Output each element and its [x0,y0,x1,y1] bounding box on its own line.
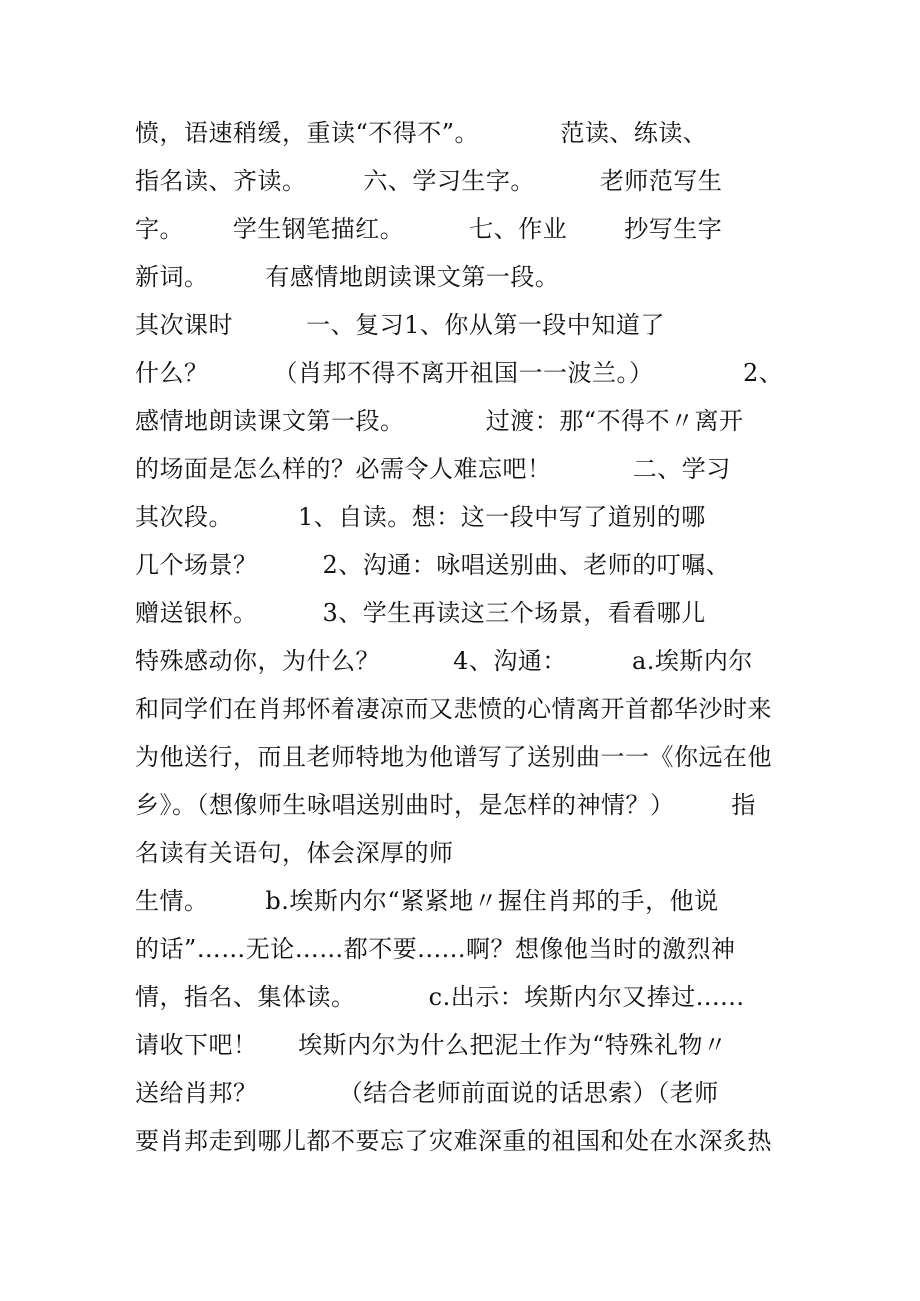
text-line: 什么？ （肖邦不得不离开祖国一一波兰。） 2、 [135,359,784,387]
text-line: 其次课时 一、复习1、你从第一段中知道了 [135,311,665,339]
text-line: 情，指名、集体读。 c.出示：埃斯内尔又捧过...... [135,983,745,1011]
text-line: 愤，语速稍缓，重读“不得不”。 范读、练读、 [135,119,708,147]
text-line: 赠送银杯。 3、学生再读这三个场景，看看哪儿 [135,599,706,627]
text-line: 感情地朗读课文第一段。 过渡：那“不得不〃离开 [135,407,744,435]
text-line: 为他送行，而且老师特地为他谱写了送别曲一一《你远在他 [135,743,772,771]
text-line: 几个场景？ 2、沟通：咏唱送别曲、老师的叮嘱、 [135,551,731,579]
text-line: 送给肖邦？ （结合老师前面说的话思索）（老师 [135,1079,719,1107]
text-line: 的场面是怎么样的？必需令人难忘吧！ 二、学习 [135,455,731,483]
text-line: 要肖邦走到哪儿都不要忘了灾难深重的祖国和处在水深炙热 [135,1127,772,1155]
text-line: 指名读、齐读。 六、学习生字。 老师范写生 [135,167,723,195]
text-line: 请收下吧！ 埃斯内尔为什么把泥土作为“特殊礼物〃 [135,1031,728,1059]
text-line: 的话”……无论……都不要......啊？想像他当时的激烈神 [135,935,736,963]
text-line: 名读有关语句，体会深厚的师 [135,839,454,867]
text-line: 新词。 有感情地朗读课文第一段。 [135,263,560,291]
text-line: 乡》。（想像师生咏唱送别曲时，是怎样的神情？） 指 [135,791,756,819]
text-line: 其次段。 1、自读。想：这一段中写了道别的哪 [135,503,706,531]
text-line: 字。 学生钢笔描红。 七、作业 抄写生字 [135,215,723,243]
text-line: 特殊感动你，为什么？ 4、沟通： a.埃斯内尔 [135,647,753,675]
text-line: 生情。 b.埃斯内尔“紧紧地〃握住肖邦的手，他说 [135,887,719,915]
text-line: 和同学们在肖邦怀着凄凉而又悲愤的心情离开首都华沙时来 [135,695,772,723]
